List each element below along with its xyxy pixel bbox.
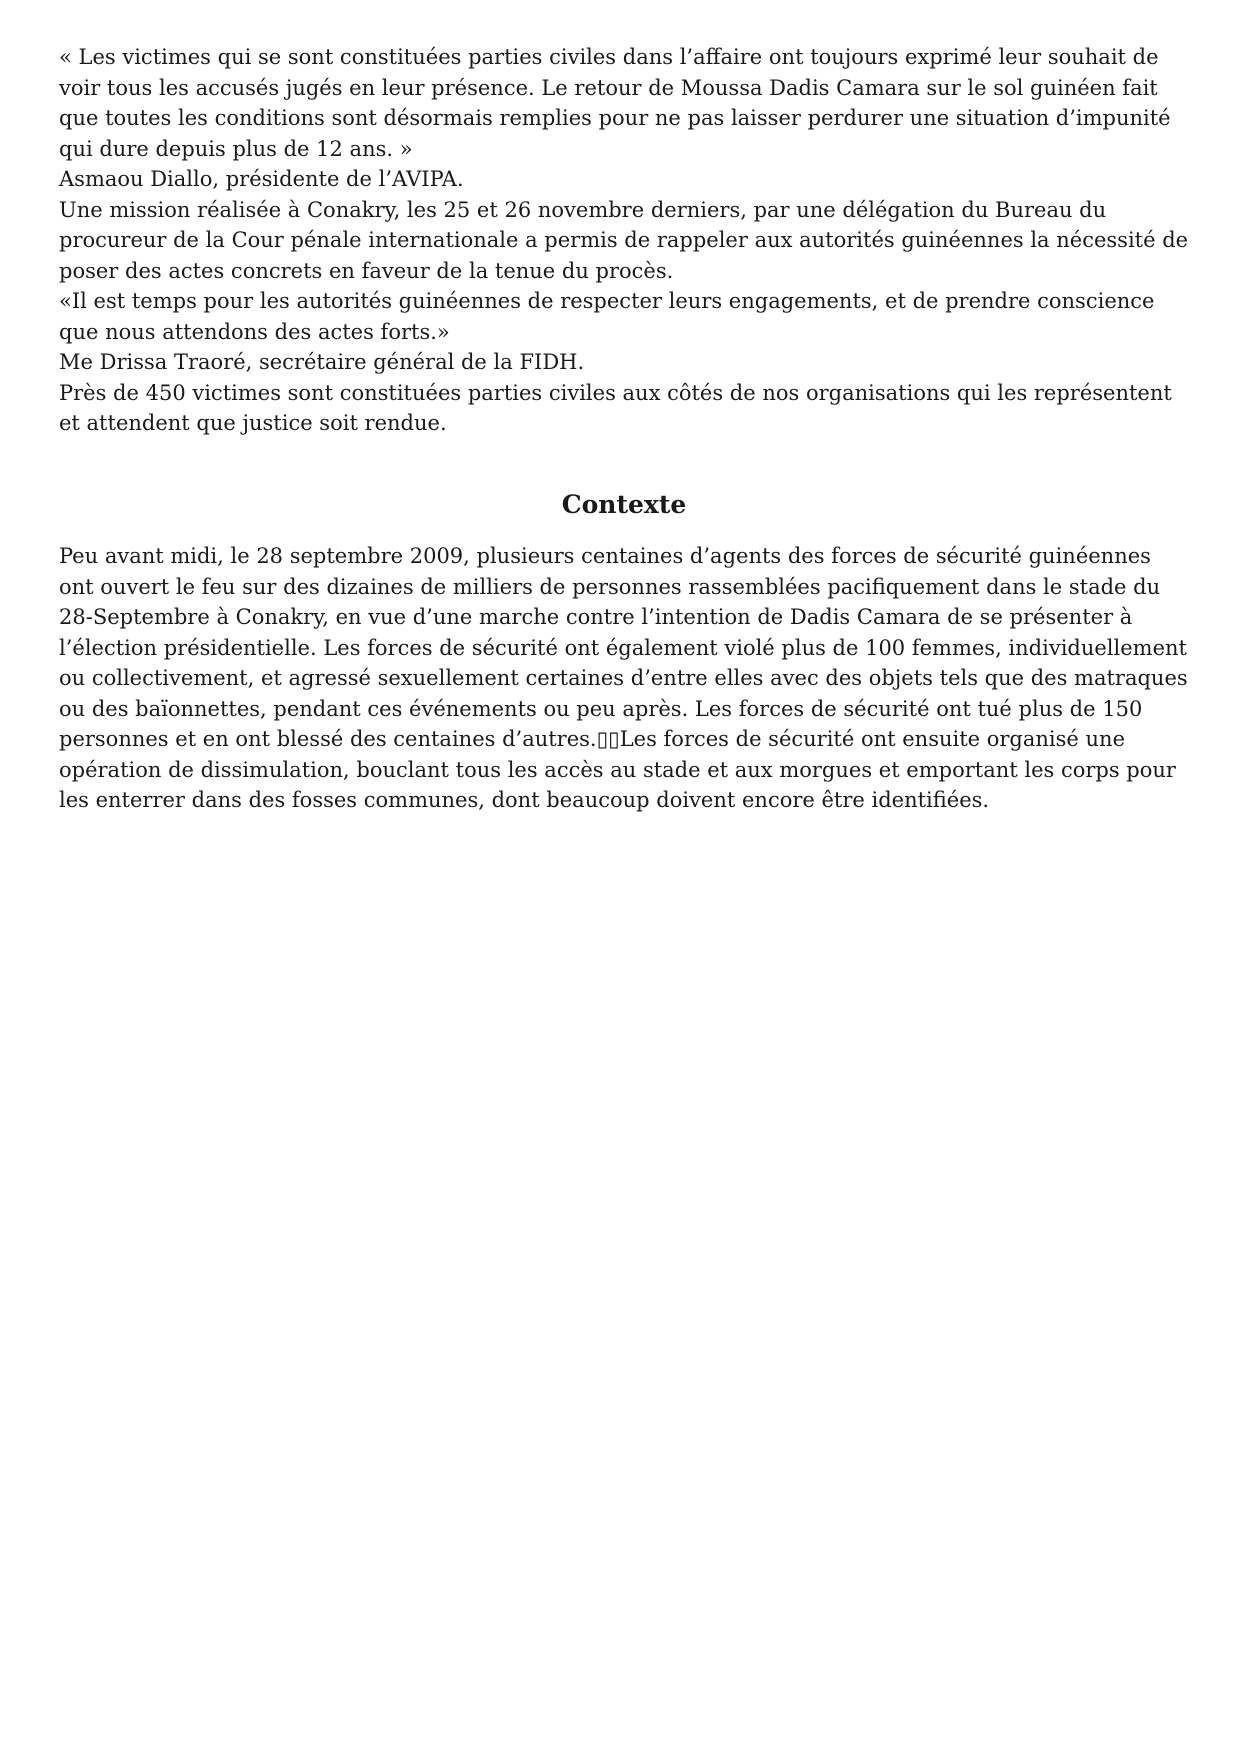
civil-parties-paragraph: Près de 450 victimes sont constituées parties civiles aux côtés de nos organisations qui les représentent et attendent que justice soit rendue. [59,380,1172,435]
section-heading-context: Contexte [561,489,687,519]
icc-mission-paragraph: Une mission réalisée à Conakry, les 25 et 26 novembre derniers, par une délégation du Bureau du procureur de la Cour pénale internationale a permis de rappeler aux autorités guinéennes la nécessité de poser des actes concrets en faveur de la tenue du procès. [59,197,1189,283]
context-paragraph: Peu avant midi, le 28 septembre 2009, plusieurs centaines d’agents des forces de sécurité guinéennes ont ouvert le feu sur des dizaines de milliers de personnes rassemblées pacifiquement dans le stade du 28-Septembre à Conakry, en vue d’une marche contre l’intention de Dadis Camara de se présenter à l’élection présidentielle. Les forces de sécurité ont également violé plus de 100 femmes, individuellement ou collectivement, et agressé sexuellement certaines d’entre elles avec des objets tels que des matraques ou des baïonnettes, pendant ces événements ou peu après. Les forces de sécurité ont tué plus de 150 personnes et en ont blessé des centaines d’autres.▯▯Les forces de sécurité ont ensuite organisé une opération de dissimulation, bouclant tous les accès au stade et aux morgues et emportant les corps pour les enterrer dans des fosses communes, dont beaucoup doivent encore être identifiées. [59,544,1188,813]
document-page [59,42,1189,816]
quote-attribution-asmaou-diallo: Asmaou Diallo, présidente de l’AVIPA. [59,167,464,191]
victims-quote-paragraph: « Les victimes qui se sont constituées parties civiles dans l’affaire ont toujours exprimé leur souhait de voir tous les accusés jugés en leur présence. Le retour de Moussa Dadis Camara sur le sol guinéen fait que toutes les conditions sont désormais remplies pour ne pas laisser perdurer une situation d’impunité qui dure depuis plus de 12 ans. » [59,45,1171,161]
fidh-quote-paragraph: «Il est temps pour les autorités guinéennes de respecter leurs engagements, et de prendre conscience que nous attendons des actes forts.» [59,289,1155,344]
quote-attribution-drissa-traore: Me Drissa Traoré, secrétaire général de la FIDH. [59,350,585,374]
